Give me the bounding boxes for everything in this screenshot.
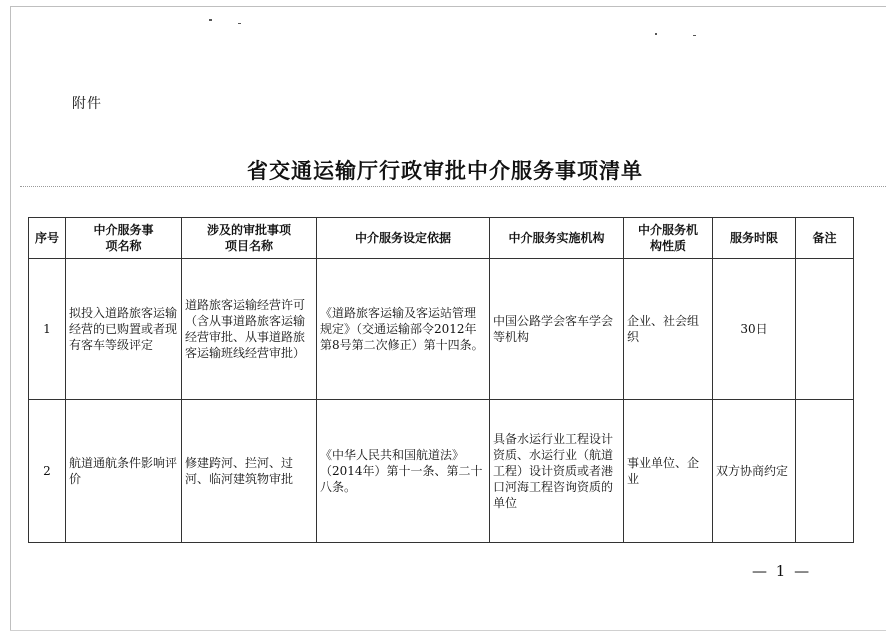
scan-frame-top [10, 6, 886, 7]
cell-time-limit: 30日 [713, 259, 796, 400]
header-agency: 中介服务实施机构 [490, 218, 624, 259]
cell-basis: 《中华人民共和国航道法》（2014年）第十一条、第二十八条。 [317, 400, 490, 543]
cell-seq: 2 [29, 400, 66, 543]
table-header-row [29, 218, 854, 259]
cell-approval-item: 修建跨河、拦河、过河、临河建筑物审批 [182, 400, 317, 543]
cell-approval-item: 道路旅客运输经营许可（含从事道路旅客运输经营审批、从事道路旅客运输班线经营审批） [182, 259, 317, 400]
scan-frame-left [10, 6, 11, 631]
cell-time-limit: 双方协商约定 [713, 400, 796, 543]
table-row [29, 259, 854, 400]
cell-item-name: 拟投入道路旅客运输经营的已购置或者现有客车等级评定 [66, 259, 182, 400]
cell-remark [796, 400, 854, 543]
header-item-name [66, 218, 182, 259]
table-row [29, 400, 854, 543]
scan-speck [655, 33, 657, 35]
scan-speck [693, 35, 696, 36]
cell-basis: 《道路旅客运输及客运站管理规定》（交通运输部令2012年第8号第二次修正）第十四条。 [317, 259, 490, 400]
page-number: — 1 — [752, 562, 812, 580]
header-seq: 序号 [29, 218, 66, 259]
header-item-name-text: 中介服务事项名称 [93, 223, 154, 253]
header-nature-text: 中介服务机构性质 [637, 223, 698, 253]
header-approval-item [182, 218, 317, 259]
header-nature [624, 218, 713, 259]
header-remark: 备注 [796, 218, 854, 259]
document-title: 省交通运输厅行政审批中介服务事项清单 [247, 158, 643, 183]
cell-remark [796, 259, 854, 400]
service-items-table [28, 217, 854, 543]
cell-nature: 企业、社会组织 [624, 259, 713, 400]
cell-seq: 1 [29, 259, 66, 400]
attachment-label: 附件 [72, 96, 102, 112]
header-time-limit: 服务时限 [713, 218, 796, 259]
header-approval-item-text: 涉及的审批事项项目名称 [207, 223, 292, 253]
scan-speck [238, 23, 241, 24]
scan-speck [209, 19, 212, 21]
cell-item-name: 航道通航条件影响评价 [66, 400, 182, 543]
cell-agency: 具备水运行业工程设计资质、水运行业（航道工程）设计资质或者港口河海工程咨询资质的单位 [490, 400, 624, 543]
scan-frame-bottom [10, 630, 886, 631]
cell-nature: 事业单位、企业 [624, 400, 713, 543]
cell-agency: 中国公路学会客车学会等机构 [490, 259, 624, 400]
header-basis: 中介服务设定依据 [317, 218, 490, 259]
title-divider [20, 186, 886, 187]
